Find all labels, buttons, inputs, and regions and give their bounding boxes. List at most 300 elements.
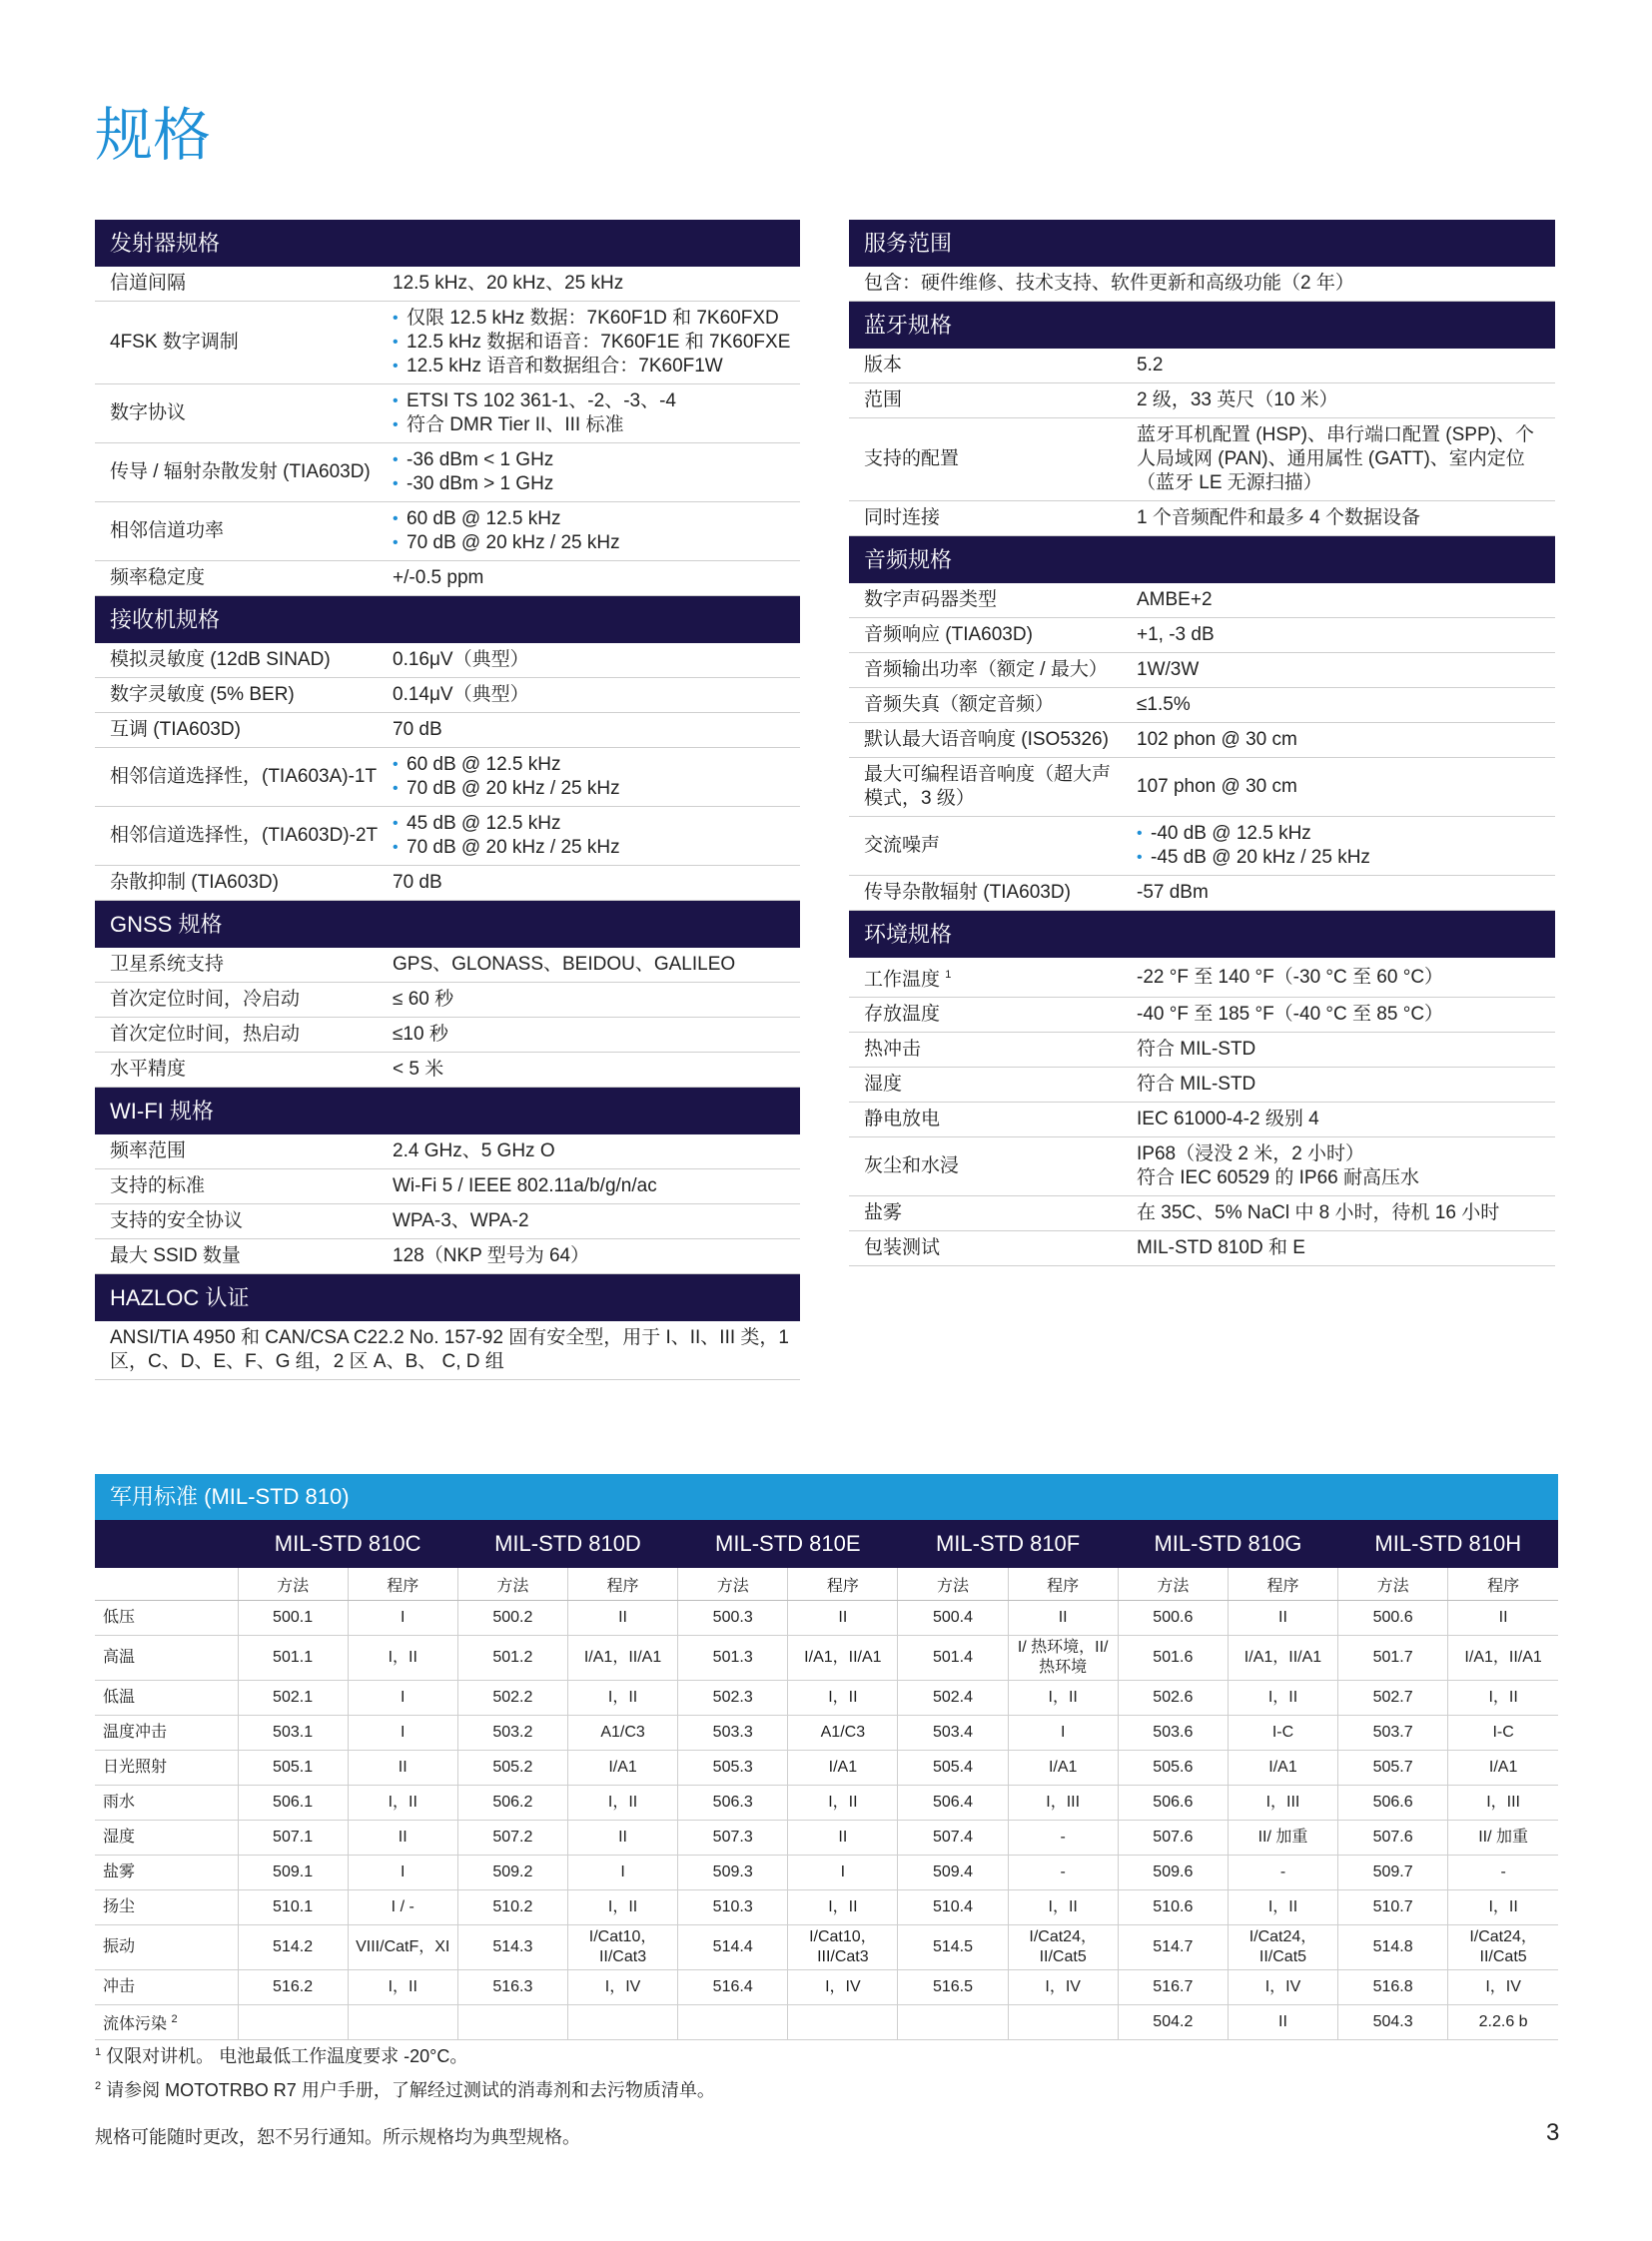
spec-row: [95, 1204, 800, 1239]
spec-value: [1129, 583, 1555, 617]
method-cell: 502.4: [898, 1681, 1008, 1716]
spec-label: [95, 514, 385, 548]
method-cell: 506.2: [457, 1786, 567, 1821]
procedure-cell: I，IV: [1008, 1970, 1118, 2005]
spec-value: [385, 561, 800, 595]
spec-row: [95, 983, 800, 1018]
spec-value: [385, 1169, 800, 1203]
spec-value: [385, 948, 800, 982]
footnote-text: 请参阅 MOTOTRBO R7 用户手册，了解经过测试的消毒剂和去污物质清单。: [106, 2080, 715, 2100]
method-cell: 514.5: [898, 1925, 1008, 1970]
test-label: [95, 1821, 238, 1856]
procedure-header: 程序: [567, 1568, 677, 1601]
procedure-cell: I，III: [1008, 1786, 1118, 1821]
spec-value: [1129, 961, 1555, 995]
method-cell: 514.3: [457, 1925, 567, 1970]
spec-value-line: IEC 61000-4-2 级别 4: [1137, 1109, 1319, 1130]
method-cell: 503.1: [238, 1716, 348, 1751]
spec-value-line: 0.16μV（典型）: [393, 649, 529, 670]
table-row: [95, 1601, 1558, 1636]
spec-row: [849, 1068, 1555, 1103]
procedure-cell: I，IV: [1228, 1970, 1337, 2005]
spec-value-line: 5.2: [1137, 355, 1164, 375]
spec-label-text: 互调 (TIA603D): [110, 719, 241, 740]
procedure-cell: II: [788, 1821, 898, 1856]
method-cell: 504.2: [1118, 2005, 1228, 2040]
method-header: 方法: [1338, 1568, 1448, 1601]
test-label: [95, 1856, 238, 1890]
method-cell: 505.4: [898, 1751, 1008, 1786]
spec-value: [385, 807, 800, 865]
section-heading: 发射器规格: [95, 220, 800, 267]
method-cell: 506.1: [238, 1786, 348, 1821]
procedure-cell: II: [1228, 1601, 1337, 1636]
spec-label-text: 首次定位时间，冷启动: [110, 989, 301, 1010]
procedure-cell: -: [1448, 1856, 1558, 1890]
spec-label-text: 版本: [864, 355, 903, 375]
spec-label: [849, 1068, 1129, 1102]
method-cell: 505.3: [678, 1751, 788, 1786]
test-label-text: 冲击: [103, 1978, 136, 1995]
spec-value: [1129, 998, 1555, 1032]
spec-value-line: MIL-STD 810D 和 E: [1137, 1237, 1305, 1259]
procedure-cell: I: [348, 1601, 457, 1636]
spec-value: [385, 1134, 800, 1168]
spec-label: [849, 958, 1129, 997]
spec-bullet: • 12.5 kHz 数据和语音：7K60F1E 和 7K60FXE: [393, 331, 792, 355]
spec-row: [849, 583, 1555, 618]
spec-value: [1129, 653, 1555, 687]
spec-row: [849, 876, 1555, 911]
spec-row: [95, 807, 800, 866]
spec-value: [1129, 501, 1555, 535]
procedure-cell: I，II: [1008, 1890, 1118, 1925]
spec-bullet: • -45 dB @ 20 kHz / 25 kHz: [1137, 846, 1547, 870]
spec-value: [1129, 1231, 1555, 1265]
procedure-cell: I，II: [1008, 1681, 1118, 1716]
corner-cell: [95, 1520, 238, 1568]
spec-row: [95, 1169, 800, 1204]
method-cell: 501.4: [898, 1636, 1008, 1681]
section-heading: 音频规格: [849, 536, 1555, 583]
procedure-cell: II: [1008, 1601, 1118, 1636]
procedure-cell: I/A1，II/A1: [1448, 1636, 1558, 1681]
table-row: [95, 1636, 1558, 1681]
spec-value-line: WPA-3、WPA-2: [393, 1210, 529, 1231]
spec-label: [849, 1149, 1129, 1183]
procedure-cell: I，II: [567, 1890, 677, 1925]
spec-bullet: • 60 dB @ 12.5 kHz: [393, 507, 792, 531]
spec-label-text: 范围: [864, 389, 903, 410]
spec-row: [95, 267, 800, 302]
procedure-cell: I/A1: [788, 1751, 898, 1786]
spec-label: [95, 948, 385, 982]
method-cell: 505.7: [1338, 1751, 1448, 1786]
procedure-cell: I，II: [788, 1786, 898, 1821]
section-heading: 服务范围: [849, 220, 1555, 267]
method-cell: 509.7: [1338, 1856, 1448, 1890]
procedure-cell: I/Cat10，III/Cat3: [788, 1925, 898, 1970]
procedure-cell: I，III: [1448, 1786, 1558, 1821]
procedure-cell: I，II: [1448, 1681, 1558, 1716]
procedure-cell: I，IV: [567, 1970, 677, 2005]
spec-row: [849, 618, 1555, 653]
spec-value: [385, 267, 800, 301]
method-cell: 507.6: [1338, 1821, 1448, 1856]
standard-header: MIL-STD 810F: [898, 1520, 1118, 1568]
procedure-cell: I-C: [1448, 1716, 1558, 1751]
test-label-text: 低压: [103, 1609, 136, 1626]
method-cell: 502.6: [1118, 1681, 1228, 1716]
method-cell: 506.3: [678, 1786, 788, 1821]
procedure-cell: I/A1: [1228, 1751, 1337, 1786]
table-row: [95, 1821, 1558, 1856]
procedure-cell: I: [1008, 1716, 1118, 1751]
standard-header: MIL-STD 810G: [1118, 1520, 1337, 1568]
procedure-cell: I: [348, 1681, 457, 1716]
spec-bullet: • 60 dB @ 12.5 kHz: [393, 753, 792, 777]
test-label-text: 湿度: [103, 1829, 136, 1846]
method-cell: 516.4: [678, 1970, 788, 2005]
spec-value-line: AMBE+2: [1137, 589, 1213, 610]
spec-label-text: 音频响应 (TIA603D): [864, 624, 1033, 645]
spec-label: [849, 349, 1129, 382]
spec-label-text: 信道间隔: [110, 273, 187, 294]
standard-header: MIL-STD 810H: [1338, 1520, 1558, 1568]
spec-label-text: 数字灵敏度 (5% BER): [110, 684, 295, 705]
table-row: [95, 1970, 1558, 2005]
method-cell: 514.2: [238, 1925, 348, 1970]
spec-row: [95, 1134, 800, 1169]
procedure-cell: I，II: [788, 1681, 898, 1716]
method-cell: 500.4: [898, 1601, 1008, 1636]
test-label-text: 温度冲击: [103, 1724, 168, 1741]
procedure-cell: I/A1，II/A1: [567, 1636, 677, 1681]
spec-label-text: 相邻信道选择性，(TIA603A)-1T: [110, 766, 378, 787]
procedure-cell: I，II: [348, 1786, 457, 1821]
spec-value-line: 在 35C、5% NaCl 中 8 小时，待机 16 小时: [1137, 1202, 1500, 1224]
standard-header: MIL-STD 810C: [238, 1520, 457, 1568]
spec-value-line: 107 phon @ 30 cm: [1137, 776, 1297, 797]
method-cell: 501.3: [678, 1636, 788, 1681]
spec-label: [849, 618, 1129, 652]
spec-row: [95, 948, 800, 983]
spec-label: [849, 723, 1129, 757]
test-label: [95, 1601, 238, 1636]
footnote-marker: 1: [95, 2046, 102, 2058]
method-cell: 506.4: [898, 1786, 1008, 1821]
method-cell: 503.6: [1118, 1716, 1228, 1751]
procedure-cell: [788, 2005, 898, 2040]
spec-value: [385, 748, 800, 806]
method-cell: 502.7: [1338, 1681, 1448, 1716]
method-cell: 502.2: [457, 1681, 567, 1716]
spec-row: [849, 1103, 1555, 1137]
spec-label: [849, 501, 1129, 535]
spec-value-line: Wi-Fi 5 / IEEE 802.11a/b/g/n/ac: [393, 1175, 657, 1196]
procedure-cell: II: [348, 1821, 457, 1856]
mil-std-table: [95, 1520, 1558, 2040]
method-cell: 505.6: [1118, 1751, 1228, 1786]
spec-row: [849, 1137, 1555, 1196]
spec-value-line: 符合 IEC 60529 的 IP66 耐高压水: [1137, 1167, 1419, 1189]
procedure-cell: [1008, 2005, 1118, 2040]
mil-std-table-section: [95, 1474, 1558, 2040]
spec-label: [95, 267, 385, 301]
spec-label-text: 盐雾: [864, 1202, 903, 1224]
test-label: [95, 2005, 238, 2040]
procedure-cell: -: [1008, 1821, 1118, 1856]
method-header: 方法: [457, 1568, 567, 1601]
procedure-cell: -: [1228, 1856, 1337, 1890]
spec-value-line: +1, -3 dB: [1137, 624, 1215, 645]
spec-row: [95, 561, 800, 596]
procedure-cell: I，II: [348, 1970, 457, 2005]
method-cell: 507.2: [457, 1821, 567, 1856]
spec-label-text: 音频输出功率（额定 / 最大）: [864, 659, 1108, 680]
procedure-header: 程序: [1448, 1568, 1558, 1601]
footnote-marker: 2: [171, 2013, 178, 2026]
method-cell: 507.4: [898, 1821, 1008, 1856]
method-cell: 501.2: [457, 1636, 567, 1681]
spec-value-line: 70 dB: [393, 719, 442, 740]
method-cell: 509.4: [898, 1856, 1008, 1890]
spec-label: [849, 1231, 1129, 1265]
spec-label-text: 默认最大语音响度 (ISO5326): [864, 729, 1109, 750]
procedure-cell: I，II: [1228, 1681, 1337, 1716]
spec-value: [385, 384, 800, 442]
spec-value: [385, 713, 800, 747]
spec-value: [385, 643, 800, 677]
method-cell: 500.1: [238, 1601, 348, 1636]
spec-value-line: 0.14μV（典型）: [393, 684, 529, 705]
test-label-text: 扬尘: [103, 1898, 136, 1915]
method-cell: 510.6: [1118, 1890, 1228, 1925]
footnote-text: 仅限对讲机。 电池最低工作温度要求 -20°C。: [106, 2046, 468, 2066]
spec-label-text: 水平精度: [110, 1059, 187, 1080]
spec-label: [849, 1103, 1129, 1136]
spec-label: [95, 1053, 385, 1087]
spec-row: [849, 817, 1555, 876]
spec-value-line: ≤10 秒: [393, 1024, 448, 1045]
spec-row: [849, 1231, 1555, 1266]
spec-value-line: < 5 米: [393, 1059, 444, 1080]
spec-label: [95, 1169, 385, 1203]
method-cell: 516.3: [457, 1970, 567, 2005]
test-label-text: 流体污染: [103, 2015, 168, 2033]
test-label-text: 高温: [103, 1649, 136, 1666]
spec-label-text: 支持的配置: [864, 448, 960, 469]
method-cell: 500.3: [678, 1601, 788, 1636]
spec-label: [849, 998, 1129, 1032]
spec-label: [95, 713, 385, 747]
spec-value-line: 1W/3W: [1137, 659, 1200, 680]
spec-label-text: 热冲击: [864, 1039, 922, 1061]
method-cell: 501.6: [1118, 1636, 1228, 1681]
spec-label: [95, 678, 385, 712]
disclaimer: 规格可能随时更改，恕不另行通知。所示规格均为典型规格。: [95, 2127, 580, 2147]
method-header: 方法: [898, 1568, 1008, 1601]
method-cell: 500.2: [457, 1601, 567, 1636]
section-heading: 蓝牙规格: [849, 302, 1555, 349]
spec-row: [849, 998, 1555, 1033]
method-cell: 503.4: [898, 1716, 1008, 1751]
spec-label: [95, 326, 385, 360]
footnote: [95, 2071, 715, 2105]
mil-std-heading: 军用标准 (MIL-STD 810): [95, 1474, 1558, 1520]
spec-label: [95, 819, 385, 853]
section-heading: HAZLOC 认证: [95, 1274, 800, 1321]
spec-label-text: 频率稳定度: [110, 567, 206, 588]
method-cell: 502.3: [678, 1681, 788, 1716]
spec-value-line: +/-0.5 ppm: [393, 567, 484, 588]
spec-label: [849, 583, 1129, 617]
procedure-cell: I/A1: [1008, 1751, 1118, 1786]
spec-row: [849, 267, 1555, 302]
spec-value: [385, 983, 800, 1017]
procedure-cell: VIII/CatF，XI: [348, 1925, 457, 1970]
spec-row: [95, 748, 800, 807]
method-cell: 503.7: [1338, 1716, 1448, 1751]
spec-label-text: 支持的安全协议: [110, 1210, 244, 1231]
spec-value: [1129, 1103, 1555, 1136]
spec-bullet: • ETSI TS 102 361-1、-2、-3、-4: [393, 389, 792, 413]
spec-value: [385, 302, 800, 383]
procedure-cell: I/A1: [567, 1751, 677, 1786]
spec-row: [95, 713, 800, 748]
spec-bullet: • 符合 DMR Tier II、III 标准: [393, 413, 792, 437]
procedure-cell: 2.2.6 b: [1448, 2005, 1558, 2040]
method-cell: [238, 2005, 348, 2040]
spec-bullet: • -40 dB @ 12.5 kHz: [1137, 822, 1547, 846]
test-label-text: 振动: [103, 1938, 136, 1955]
spec-label-text: 频率范围: [110, 1140, 187, 1161]
table-row: [95, 1716, 1558, 1751]
test-label: [95, 1970, 238, 2005]
spec-bullet: • 仅限 12.5 kHz 数据：7K60F1D 和 7K60FXD: [393, 307, 792, 331]
method-cell: 509.1: [238, 1856, 348, 1890]
spec-value-line: 70 dB: [393, 872, 442, 893]
section-heading: 接收机规格: [95, 596, 800, 643]
method-header: 方法: [1118, 1568, 1228, 1601]
procedure-cell: I，II: [348, 1636, 457, 1681]
method-cell: 500.6: [1338, 1601, 1448, 1636]
spec-bullet: • 70 dB @ 20 kHz / 25 kHz: [393, 836, 792, 860]
procedure-cell: I，II: [1448, 1890, 1558, 1925]
procedure-cell: II: [1448, 1601, 1558, 1636]
method-cell: 509.3: [678, 1856, 788, 1890]
spec-label-text: 模拟灵敏度 (12dB SINAD): [110, 649, 331, 670]
spec-label: [95, 561, 385, 595]
test-label: [95, 1890, 238, 1925]
section-heading: GNSS 规格: [95, 901, 800, 948]
spec-label: [849, 688, 1129, 722]
spec-value-line: 蓝牙耳机配置 (HSP)、串行端口配置 (SPP)、个人局域网 (PAN)、通用属性 (GATT)、室内定位（蓝牙 LE 无源扫描）: [1137, 424, 1534, 493]
method-cell: 516.8: [1338, 1970, 1448, 2005]
spec-row: [849, 1196, 1555, 1231]
spec-value: [385, 1053, 800, 1087]
spec-label-text: 卫星系统支持: [110, 954, 225, 975]
method-cell: 503.3: [678, 1716, 788, 1751]
test-label: [95, 1751, 238, 1786]
spec-row: [95, 302, 800, 384]
standard-header: MIL-STD 810D: [457, 1520, 677, 1568]
left-spec-column: [95, 220, 800, 1380]
spec-row: [849, 383, 1555, 418]
spec-label-text: 数字协议: [110, 402, 187, 423]
test-label: [95, 1925, 238, 1970]
spec-label: [849, 442, 1129, 476]
spec-value: [385, 502, 800, 560]
procedure-header: 程序: [788, 1568, 898, 1601]
table-row: [95, 1786, 1558, 1821]
spec-value: [1129, 418, 1555, 500]
procedure-cell: I，II: [567, 1786, 677, 1821]
spec-row: [849, 688, 1555, 723]
spec-label: [849, 653, 1129, 687]
method-cell: 503.2: [457, 1716, 567, 1751]
spec-bullet: • -36 dBm < 1 GHz: [393, 448, 792, 472]
method-cell: 509.2: [457, 1856, 567, 1890]
method-cell: 514.8: [1338, 1925, 1448, 1970]
procedure-cell: II/ 加重: [1448, 1821, 1558, 1856]
spec-label: [849, 829, 1129, 863]
spec-label-text: 同时连接: [864, 507, 941, 528]
method-header: 方法: [238, 1568, 348, 1601]
spec-label-text: 杂散抑制 (TIA603D): [110, 872, 279, 893]
spec-label: [849, 383, 1129, 417]
spec-value: [1129, 770, 1555, 804]
spec-label-text: 灰尘和水浸: [864, 1155, 960, 1177]
spec-value: [1129, 618, 1555, 652]
spec-row: [849, 758, 1555, 817]
procedure-cell: I/A1，II/A1: [788, 1636, 898, 1681]
test-label-text: 低温: [103, 1689, 136, 1706]
spec-value: [1129, 1137, 1555, 1195]
spec-row: [95, 866, 800, 901]
spec-label: [849, 876, 1129, 910]
spec-value: [1129, 876, 1555, 910]
spec-label-text: 存放温度: [864, 1004, 941, 1026]
procedure-cell: [567, 2005, 677, 2040]
spec-value-line: 2.4 GHz、5 GHz O: [393, 1140, 555, 1161]
spec-label: [849, 1196, 1129, 1230]
spec-label: [95, 1239, 385, 1273]
method-cell: 510.3: [678, 1890, 788, 1925]
method-cell: 505.1: [238, 1751, 348, 1786]
procedure-cell: I: [348, 1716, 457, 1751]
method-cell: 516.2: [238, 1970, 348, 2005]
procedure-cell: I，IV: [788, 1970, 898, 2005]
method-cell: 501.7: [1338, 1636, 1448, 1681]
method-cell: 510.7: [1338, 1890, 1448, 1925]
spec-label-text: 支持的标准: [110, 1175, 206, 1196]
spec-value: [1129, 688, 1555, 722]
method-cell: 500.6: [1118, 1601, 1228, 1636]
spec-row: [849, 418, 1555, 501]
test-label: [95, 1636, 238, 1681]
table-row: [95, 2005, 1558, 2040]
procedure-cell: I/A1，II/A1: [1228, 1636, 1337, 1681]
method-cell: 514.4: [678, 1925, 788, 1970]
spec-value-line: ≤ 60 秒: [393, 989, 454, 1010]
spec-value: [385, 1204, 800, 1238]
spec-value-line: GPS、GLONASS、BEIDOU、GALILEO: [393, 954, 736, 975]
spec-label-text: 相邻信道功率: [110, 520, 225, 541]
spec-row: [849, 653, 1555, 688]
spec-label-text: 4FSK 数字调制: [110, 332, 239, 353]
procedure-cell: II: [788, 1601, 898, 1636]
